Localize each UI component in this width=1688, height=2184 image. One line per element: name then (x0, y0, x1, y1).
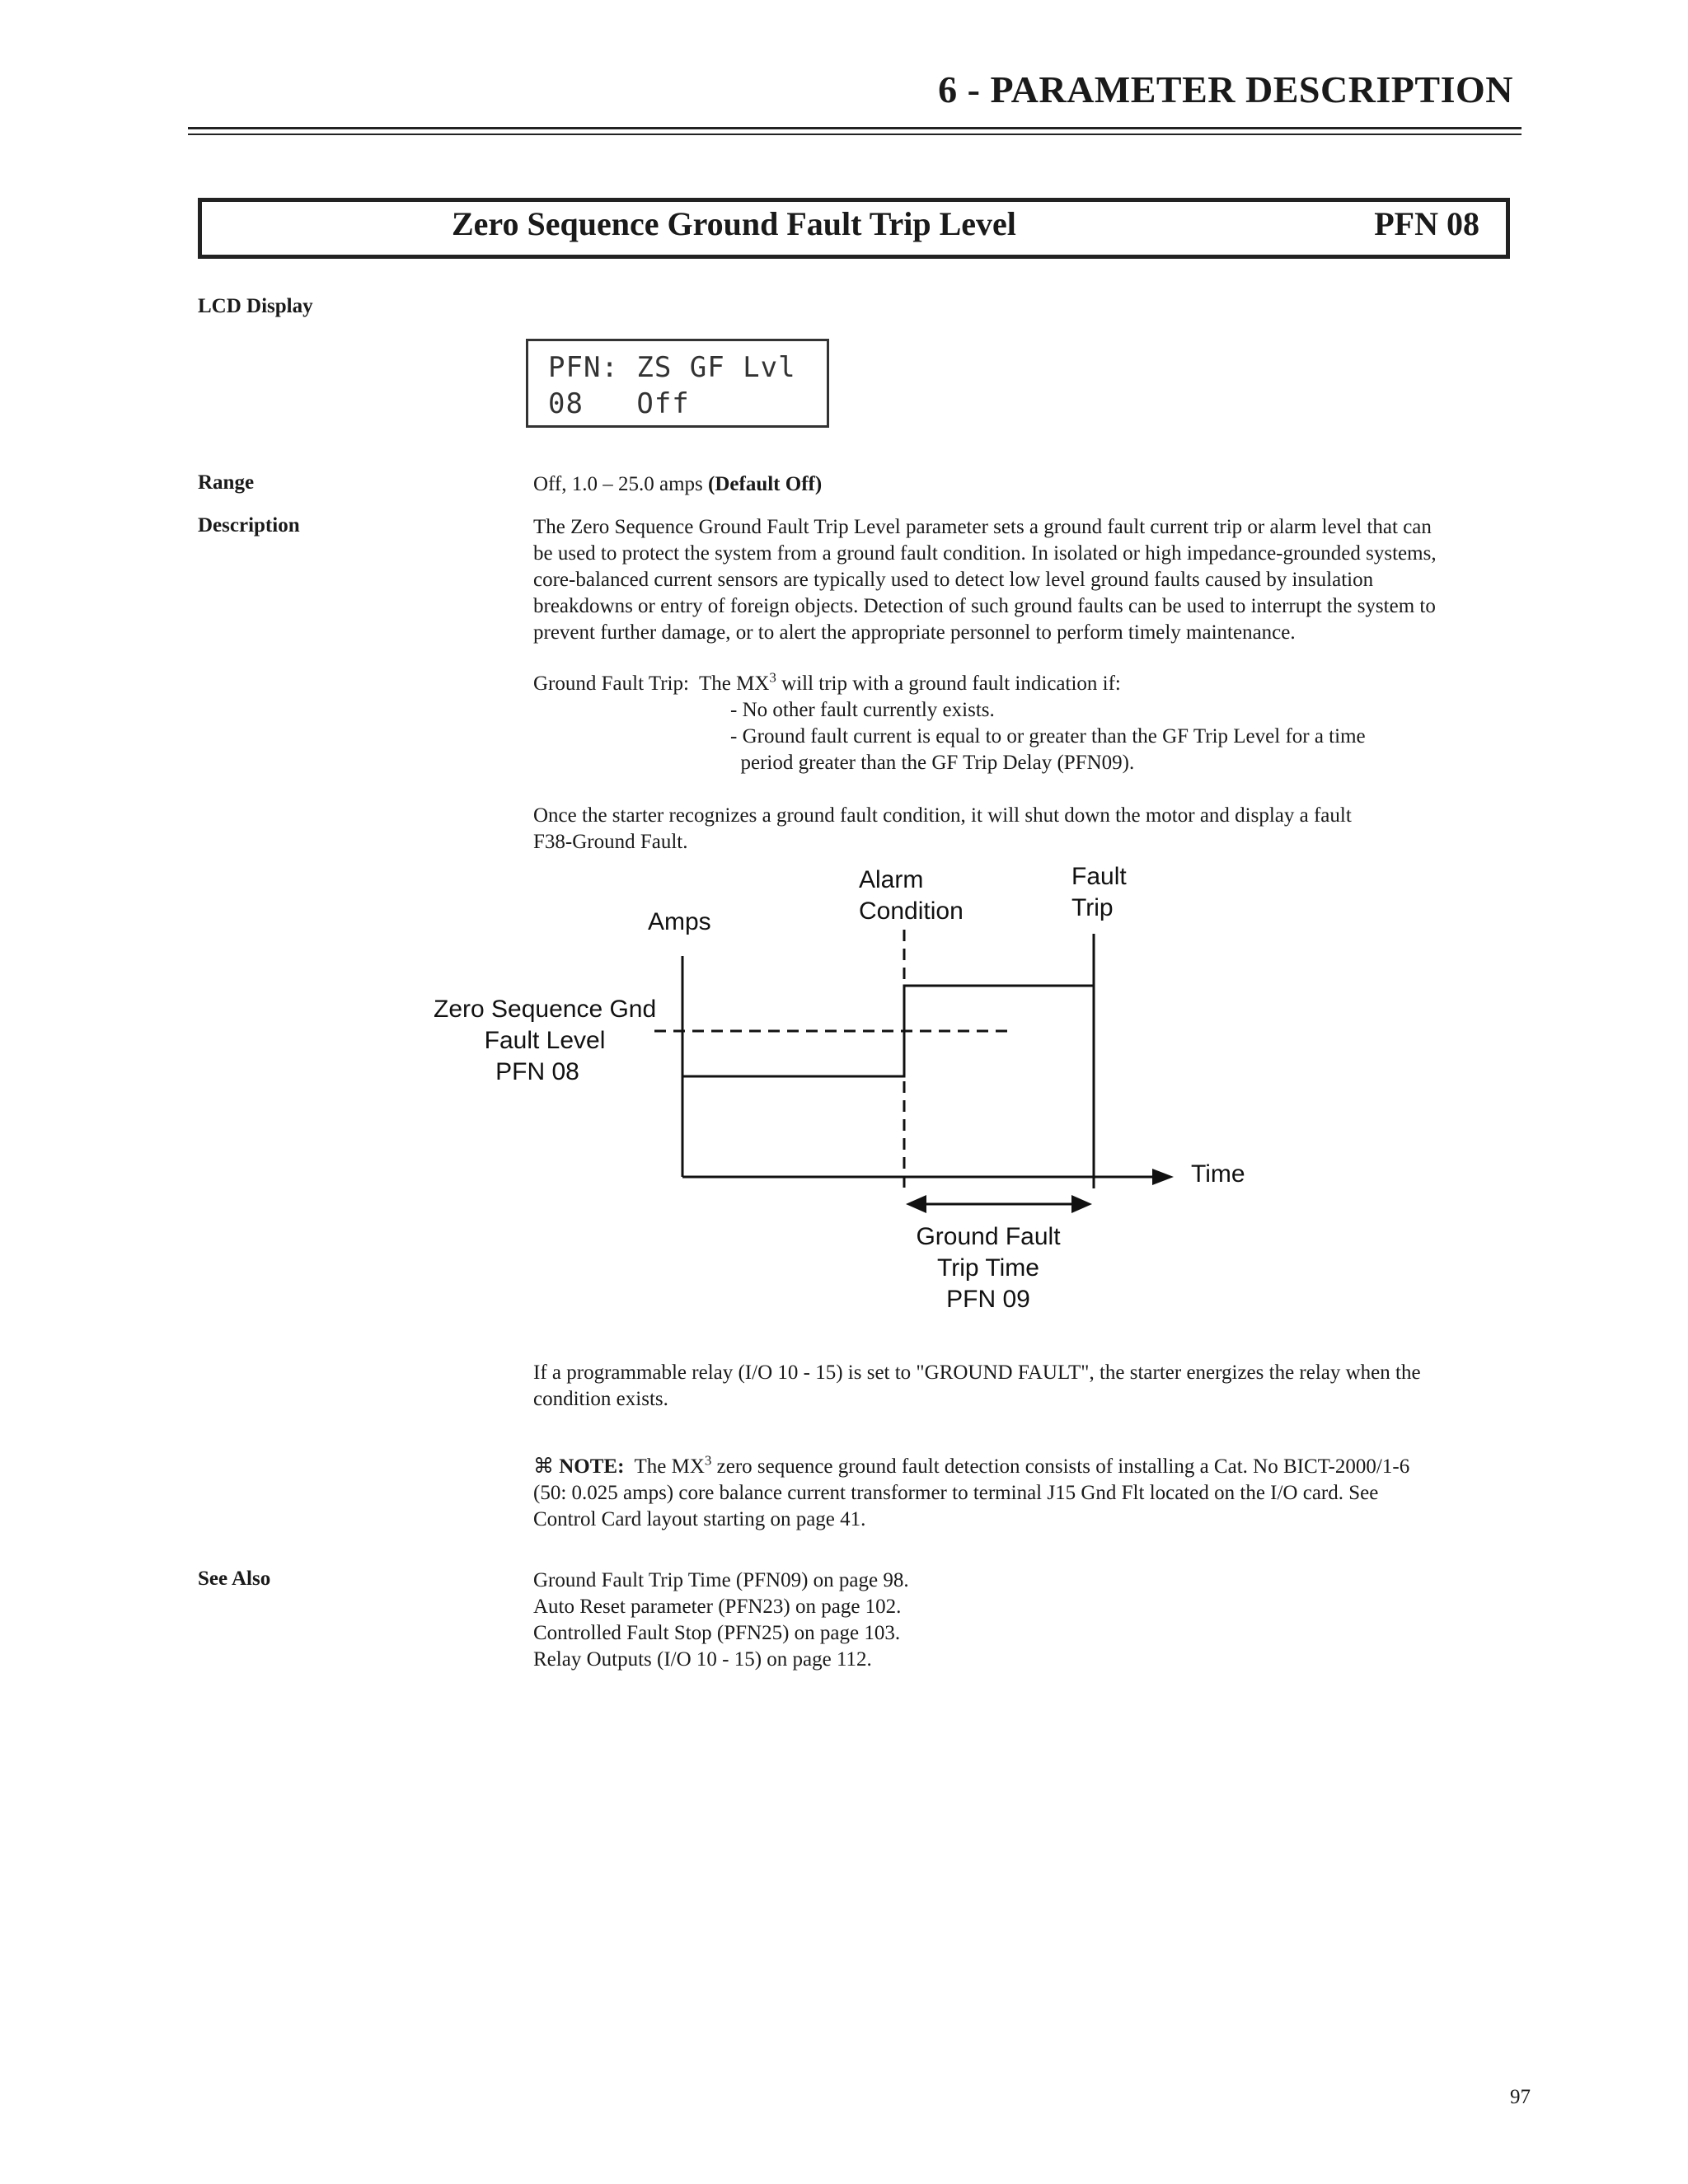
description-label: Description (198, 514, 300, 537)
trip-time-label: Ground Fault Trip Time PFN 09 (916, 1223, 1061, 1313)
see-also-list (533, 1568, 1506, 1673)
list-item: period greater than the GF Trip Delay (PFN09). (730, 752, 1135, 774)
list-item: Ground Fault Trip Time (PFN09) on page 98. (533, 1569, 909, 1591)
trip-time-arrowhead-right (1071, 1195, 1092, 1213)
fault-level-label: Zero Sequence Gnd Fault Level PFN 08 (434, 996, 657, 1085)
trip-intro: Ground Fault Trip: The $MX^3$ will trip with a ground fault indication if: (533, 669, 1121, 695)
list-item: Relay Outputs (I/O 10 - 15) on page 112. (533, 1648, 872, 1671)
list-item: Controlled Fault Stop (PFN25) on page 103. (533, 1622, 901, 1644)
text-line: breakdowns or entry of foreign objects. Detection of such ground faults can be used to interrupt the system to (533, 595, 1436, 617)
fault-trip-label: Fault Trip (1071, 863, 1127, 921)
trip-time-arrowhead-left (906, 1195, 926, 1213)
text-line: If a programmable relay (I/O 10 - 15) is set to "GROUND FAULT", the starter energizes the relay when the (533, 1361, 1421, 1384)
text-line: core-balanced current sensors are typically used to detect low level ground faults caused by insulation (533, 569, 1374, 591)
parameter-title: Zero Sequence Ground Fault Trip Level (452, 205, 1016, 242)
list-item: Auto Reset parameter (PFN23) on page 102. (533, 1596, 902, 1618)
alarm-condition-label: Alarm Condition (859, 866, 964, 925)
note-label: NOTE: (559, 1455, 625, 1478)
page-number: 97 (1510, 2086, 1531, 2108)
x-axis-arrowhead (1152, 1169, 1174, 1185)
lcd-line-1: PFN: ZS GF Lvl (548, 351, 796, 384)
see-also-label: See Also (198, 1568, 271, 1590)
lcd-line-2: 08 Off (548, 387, 690, 420)
range-text: Off, 1.0 – 25.0 amps (533, 473, 703, 495)
text-line: F38-Ground Fault. (533, 831, 688, 853)
section-title: 6 - PARAMETER DESCRIPTION (938, 68, 1513, 110)
list-item: - Ground fault current is equal to or greater than the GF Trip Level for a time (730, 725, 1366, 748)
text-line: Control Card layout starting on page 41. (533, 1508, 866, 1530)
amps-label: Amps (648, 908, 711, 935)
range-label: Range (198, 471, 255, 494)
time-label: Time (1191, 1160, 1245, 1188)
text-line: The Zero Sequence Ground Fault Trip Level parameter sets a ground fault current trip or alarm level that can (533, 516, 1432, 538)
text-line: Once the starter recognizes a ground fault condition, it will shut down the motor and display a fault (533, 804, 1352, 827)
note-icon: ⌘ (533, 1455, 554, 1478)
lcd-display-label: LCD Display (198, 295, 313, 317)
list-item: - No other fault currently exists. (730, 699, 995, 721)
parameter-code: PFN 08 (1374, 205, 1479, 242)
text-line: prevent further damage, or to alert the appropriate personnel to perform timely maintenance. (533, 621, 1296, 644)
description-paragraph-4 (533, 1360, 1506, 1413)
range-default: (Default Off) (708, 473, 823, 495)
text-line: be used to protect the system from a ground fault condition. In isolated or high impedance-grounded systems, (533, 542, 1437, 565)
text-line: condition exists. (533, 1388, 668, 1410)
text-line: (50: 0.025 amps) core balance current transformer to terminal J15 Gnd Flt located on the I/O card. See (533, 1482, 1379, 1504)
note-block: ⌘ NOTE: The $MX^3$ zero sequence ground fault detection consists of installing a Cat. No BICT-2000/1-6 (50: 0.025 amps) core balance current transformer to terminal J15 Gnd Flt located on the I/O card. See Control Card layout starting on page 41. (533, 1454, 1506, 1533)
